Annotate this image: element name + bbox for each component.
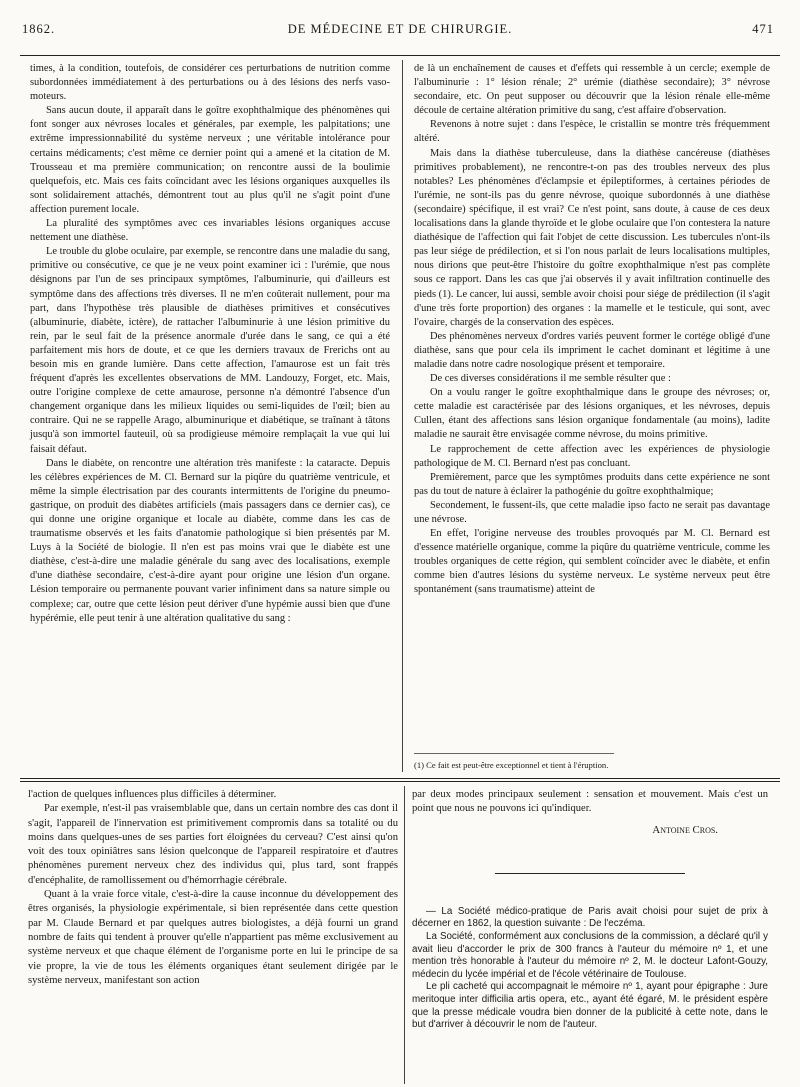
column-divider — [402, 60, 403, 772]
column-left-bottom — [28, 788, 398, 988]
notice-rule — [495, 873, 685, 874]
paragraph: Secondement, le fussent-ils, que cette maladie ipso facto ne serait pas davantage une névrose. — [414, 499, 770, 525]
society-notice — [412, 906, 768, 1032]
column-left-top — [30, 62, 390, 626]
page-header — [20, 22, 780, 44]
paragraph: l'action de quelques influences plus difficiles à déterminer. — [28, 789, 277, 800]
column-right-bottom — [412, 788, 768, 1032]
notice-paragraph: Le pli cacheté qui accompagnait le mémoire nº 1, ayant pour épigraphe : Jure meritoque inter difficilia artis opera, etc., ayant été égaré, M. le président espère que la presse médicale voudra bien donner de la publicité à cette note, dans le but d'arriver à découvrir le nom de l'auteur. — [412, 981, 768, 1031]
column-right-top — [414, 62, 770, 598]
header-year: 1862. — [22, 22, 56, 36]
header-rule — [20, 55, 780, 56]
paragraph: times, à la condition, toutefois, de considérer ces perturbations de nutrition comme subordonnées immédiatement à des perturbations ou à des lésions des nerfs vaso-moteurs. — [30, 63, 390, 103]
paragraph: Premièrement, parce que les symptômes produits dans cette expérience ne sont pas du tout de nature à éclairer la pathogénie du goître exophthalmique; — [414, 471, 770, 497]
paragraph: Sans aucun doute, il apparaît dans le goître exophthalmique des phénomènes qui font songer aux névroses locales et générales, par exemple, les palpitations; une extrême impressionnabilité du système nerveux ; une véritable intolérance pour certains médicaments; c'est même ce dernier point qui a amené et la citation de M. Trousseau et ma première communication; on rencontre aussi de la boulimie quelquefois, etc. Mais ces faits coïncidant avec les lésions organiques auxquelles ils sont solidairement attachés, démontrent tout au plus qu'il ne s'agit point d'une affection purement locale. — [30, 105, 390, 215]
notice-paragraph: La Société, conformément aux conclusions de la commission, a déclaré qu'il y avait lieu d'accorder le prix de 300 francs à l'auteur du mémoire nº 1, et une mention très honorable à l'auteur du mémoire nº 2, M. le docteur Lafont-Gouzy, médecin du lycée impérial et de l'école vétérinaire de Toulouse. — [412, 931, 768, 980]
header-title: DE MÉDECINE ET DE CHIRURGIE. — [287, 22, 513, 36]
page-number: 471 — [752, 22, 774, 36]
paragraph: Revenons à notre sujet : dans l'espèce, le cristallin se montre très fréquemment altéré. — [414, 119, 770, 145]
paragraph: Des phénomènes nerveux d'ordres variés peuvent former le cortége obligé d'une diathèse, sans que pour cela ils impriment le cachet dominant et légitime à une maladie dans notre cadre nosologique présent et temporaire. — [414, 330, 770, 370]
paragraph: De ces diverses considérations il me semble résulter que : — [430, 373, 671, 385]
author-signature: Antoine Cros. — [652, 823, 718, 836]
notice-paragraph: — La Société médico-pratique de Paris avait choisi pour sujet de prix à décerner en 1862, la question suivante : De l'eczéma. — [412, 905, 768, 930]
footnote: (1) Ce fait est peut-être exceptionnel et tient à l'éruption. — [414, 760, 609, 770]
paragraph: de là un enchaînement de causes et d'effets qui ressemble à un cercle; exemple de l'albuminurie : 1° lésion rénale; 2° urémie (diathèse secondaire); 3° névrose secondaire, etc. On peut supposer ou découvrir que la lésion rénale elle-même découle de certaine altération primitive du sang, c'est affaire d'observation. — [414, 63, 770, 117]
paragraph: Quant à la vraie force vitale, c'est-à-dire la cause inconnue du développement des êtres organisés, la physiologie expérimentale, si bien représentée dans cette question par M. Claude Bernard et par quelques autres biologistes, a déjà fourni un grand nombre de faits qui tendent à prouver qu'elle n'appartient pas même exclusivement au système nerveux et que chaque élément de l'organisme porte en lui le principe de sa vie propre, la vie de tous les éléments organiques étant seulement dirigée par le système nerveux, manifestant son action — [28, 889, 398, 986]
paragraph: Par exemple, n'est-il pas vraisemblable que, dans un certain nombre des cas dont il s'agit, l'appareil de l'innervation est primitivement compromis dans sa totalité ou du moins dans quelques-unes de ses parties fort éloignées du cerveau? C'est ainsi qu'on voit des toux opiniâtres sans lésion quelconque de l'appareil respiratoire et d'autres phénomènes purement nerveux chez des individus qui, plus tard, sont frappés d'encéphalite, de ramollissement ou d'hémorrhagie cérébrale. — [28, 803, 398, 886]
section-rule — [20, 778, 780, 779]
footnote-rule — [414, 753, 614, 754]
section-rule — [20, 781, 780, 782]
paragraph: On a voulu ranger le goître exophthalmique dans le groupe des névroses; or, cette maladie est caractérisée par des lésions organiques, et les névroses, depuis Cullen, étant des affections sans lésion organique fondamentale (au moins), ladite maladie ne saurait être envisagée comme névrose, du moins primitive. — [414, 387, 770, 441]
paragraph: Mais dans la diathèse tuberculeuse, dans la diathèse cancéreuse (diathèses primitives probablement), ne rencontre-t-on pas des troubles nerveux des plus notables? Les phénomènes d'éclampsie et épileptiformes, à certaines périodes de l'urémie, ne sont-ils pas du genre névrose, quoique subordonnés à une diathèse (secondaire) spécifique, il est vrai? Ce n'est point, sans doute, à cause de ces deux localisations dans la glande thyroïde et le globe oculaire que l'on contestera la nature diathésique de l'affection qui fait l'objet de cette discussion. Les tubercules n'ont-ils pas leur siége de prédilection, et si l'on nous parlait de leurs localisations multiples, nous dirions que peut-être l'histoire du goître exophthalmique n'est pas complète sous ce rapport. Dans les cas que j'ai observés il y avait infiltration continuelle des pieds (1). Le cancer, lui aussi, semble avoir choisi pour siége de prédilection (il s'agit d'une très forte proportion) des organes : la mamelle et le testicule, qui sont, avec l'ovaire, chargés de la conservation des espèces. — [414, 147, 770, 328]
column-divider — [404, 786, 405, 1084]
paragraph: Le rapprochement de cette affection avec les expériences de physiologie pathologique de M. Cl. Bernard n'est pas concluant. — [414, 443, 770, 469]
paragraph: Le trouble du globe oculaire, par exemple, se rencontre dans une maladie du sang, primitive ou consécutive, ce que je ne veux point examiner ici : l'urémie, que nous désignons par l'un de ses principaux symptômes, l'albuminurie, qui d'ailleurs est symptôme dans des affections très diverses. Il ne m'en coûterait nullement, pour ma part, dans l'hypothèse très plausible de diathèses primitives et consécutives (albuminurie, diabète, ictère), de rattacher l'albuminurie à une lésion primitive du rein, par le seul fait de la présence anormale d'urée dans le sang, ce qui a été parfaitement mis hors de doute, et ce que les derniers travaux de Frerichs ont au besoin mis en grande lumière. Dans cette affection, l'amaurose est un fait très fréquent d'après les excellentes observations de MM. Landouzy, Forget, etc. Mais, outre l'origine complexe de cette amaurose, personne n'a démontré l'absence d'un changement organique dans les milieux liquides ou semi-liquides de l'œil; bien au contraire. Qui ne se rappelle Arago, albuminurique et diabétique, se traînant à tâtons jusqu'à son immortel fauteuil, où sa prodigieuse mémoire remplaçait la vue qui lui faisait défaut. — [30, 246, 390, 455]
paragraph: La pluralité des symptômes avec ces invariables lésions organiques accuse nettement une diathèse. — [30, 218, 390, 244]
paragraph: Dans le diabète, on rencontre une altération très manifeste : la cataracte. Depuis les célèbres expériences de M. Cl. Bernard sur la piqûre du quatrième ventricule, et même la simple électrisation par des courants intermittents de l'origine du pneumo-gastrique, on produit des diabètes artificiels (mais passagers dans ce dernier cas), ce qui donne une origine organique et locale au diabète, comme dans les cas de traumatisme observés et les faits d'anatomie pathologique si bien présentés par M. Luys à la Société de biologie. Il n'en est pas moins vrai que le diabète est une diathèse, c'est-à-dire une maladie générale du sang avec des localisations, exemple d'une diathèse secondaire, c'est-à-dire ayant pour origine une lésion d'un organe. Lésion temporaire ou permanente pouvant varier infiniment dans sa nature simple ou complexe; car, outre que cette lésion peut dériver d'une hypémie aussi bien que d'une hypérémie, elle peut tenir à une altération qualitative du sang : — [30, 457, 390, 624]
paragraph: En effet, l'origine nerveuse des troubles provoqués par M. Cl. Bernard est d'essence matérielle organique, comme la piqûre du quatrième ventricule, comme les troubles organiques de cette région, qui semblent coïncider avec le diabète, et enfin comme bien d'autres lésions du système nerveux. Le système nerveux peut être spontanément (sans traumatisme) atteint de — [414, 528, 770, 596]
paragraph: par deux modes principaux seulement : sensation et mouvement. Mais c'est un point que nous ne pouvons ici qu'indiquer. — [412, 789, 768, 815]
